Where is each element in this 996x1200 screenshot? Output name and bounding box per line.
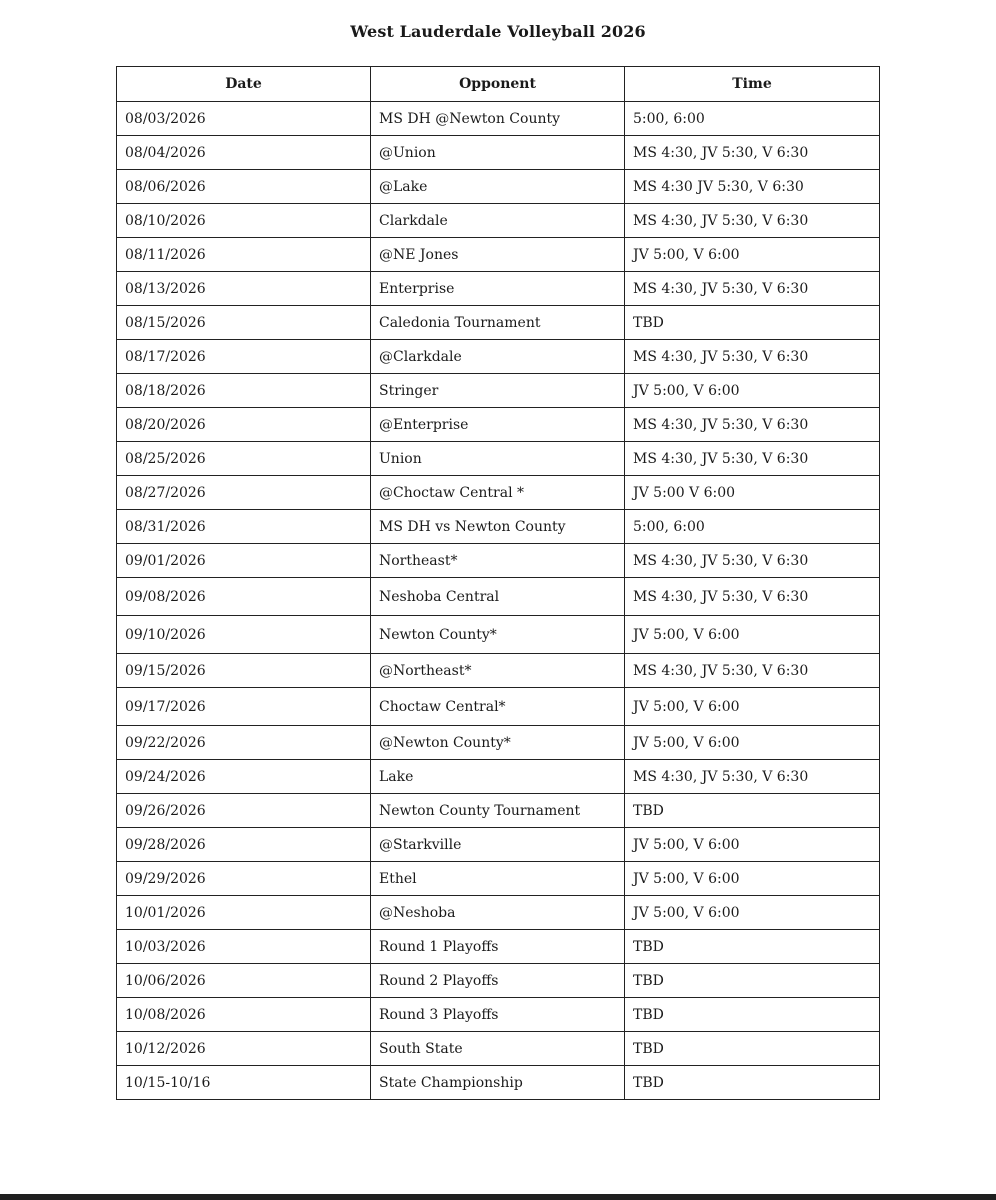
date-cell: 08/18/2026 — [117, 374, 371, 408]
date-cell: 08/11/2026 — [117, 238, 371, 272]
date-cell: 09/28/2026 — [117, 828, 371, 862]
table-row — [117, 102, 880, 136]
table-row — [117, 374, 880, 408]
table-row — [117, 828, 880, 862]
opponent-cell: State Championship — [371, 1066, 625, 1100]
opponent-cell: @Newton County* — [371, 726, 625, 760]
table-row — [117, 510, 880, 544]
opponent-cell: Clarkdale — [371, 204, 625, 238]
time-cell: TBD — [625, 964, 880, 998]
table-row — [117, 616, 880, 654]
opponent-cell: Neshoba Central — [371, 578, 625, 616]
table-row — [117, 238, 880, 272]
table-row — [117, 136, 880, 170]
time-cell: MS 4:30, JV 5:30, V 6:30 — [625, 442, 880, 476]
time-cell: TBD — [625, 1032, 880, 1066]
date-cell: 10/01/2026 — [117, 896, 371, 930]
table-row — [117, 654, 880, 688]
table-row — [117, 688, 880, 726]
time-cell: JV 5:00, V 6:00 — [625, 896, 880, 930]
date-cell: 08/04/2026 — [117, 136, 371, 170]
table-row — [117, 306, 880, 340]
table-row — [117, 726, 880, 760]
opponent-cell: MS DH vs Newton County — [371, 510, 625, 544]
header-time: Time — [625, 67, 880, 102]
opponent-cell: @Starkville — [371, 828, 625, 862]
table-row — [117, 1066, 880, 1100]
date-cell: 08/25/2026 — [117, 442, 371, 476]
date-cell: 10/03/2026 — [117, 930, 371, 964]
time-cell: MS 4:30, JV 5:30, V 6:30 — [625, 204, 880, 238]
opponent-cell: Newton County Tournament — [371, 794, 625, 828]
time-cell: MS 4:30, JV 5:30, V 6:30 — [625, 272, 880, 306]
date-cell: 10/12/2026 — [117, 1032, 371, 1066]
schedule-body — [117, 102, 880, 1100]
time-cell: 5:00, 6:00 — [625, 510, 880, 544]
time-cell: JV 5:00, V 6:00 — [625, 688, 880, 726]
opponent-cell: @Union — [371, 136, 625, 170]
date-cell: 08/06/2026 — [117, 170, 371, 204]
table-row — [117, 544, 880, 578]
opponent-cell: Enterprise — [371, 272, 625, 306]
date-cell: 08/20/2026 — [117, 408, 371, 442]
date-cell: 08/03/2026 — [117, 102, 371, 136]
date-cell: 10/06/2026 — [117, 964, 371, 998]
date-cell: 08/10/2026 — [117, 204, 371, 238]
time-cell: TBD — [625, 998, 880, 1032]
date-cell: 09/29/2026 — [117, 862, 371, 896]
time-cell: JV 5:00, V 6:00 — [625, 828, 880, 862]
opponent-cell: @Lake — [371, 170, 625, 204]
table-row — [117, 408, 880, 442]
date-cell: 08/15/2026 — [117, 306, 371, 340]
date-cell: 09/01/2026 — [117, 544, 371, 578]
time-cell: JV 5:00 V 6:00 — [625, 476, 880, 510]
date-cell: 08/27/2026 — [117, 476, 371, 510]
date-cell: 09/15/2026 — [117, 654, 371, 688]
table-row — [117, 442, 880, 476]
time-cell: MS 4:30 JV 5:30, V 6:30 — [625, 170, 880, 204]
opponent-cell: Round 1 Playoffs — [371, 930, 625, 964]
header-opponent: Opponent — [371, 67, 625, 102]
date-cell: 08/31/2026 — [117, 510, 371, 544]
table-row — [117, 964, 880, 998]
date-cell: 10/08/2026 — [117, 998, 371, 1032]
bottom-edge-bar — [0, 1194, 996, 1200]
opponent-cell: Stringer — [371, 374, 625, 408]
time-cell: MS 4:30, JV 5:30, V 6:30 — [625, 654, 880, 688]
date-cell: 09/10/2026 — [117, 616, 371, 654]
opponent-cell: Northeast* — [371, 544, 625, 578]
table-row — [117, 170, 880, 204]
opponent-cell: Caledonia Tournament — [371, 306, 625, 340]
time-cell: MS 4:30, JV 5:30, V 6:30 — [625, 544, 880, 578]
time-cell: JV 5:00, V 6:00 — [625, 862, 880, 896]
time-cell: MS 4:30, JV 5:30, V 6:30 — [625, 340, 880, 374]
opponent-cell: @Northeast* — [371, 654, 625, 688]
time-cell: MS 4:30, JV 5:30, V 6:30 — [625, 578, 880, 616]
schedule-table — [116, 66, 880, 1100]
time-cell: TBD — [625, 306, 880, 340]
date-cell: 09/22/2026 — [117, 726, 371, 760]
date-cell: 09/24/2026 — [117, 760, 371, 794]
opponent-cell: MS DH @Newton County — [371, 102, 625, 136]
date-cell: 09/08/2026 — [117, 578, 371, 616]
table-row — [117, 578, 880, 616]
time-cell: JV 5:00, V 6:00 — [625, 726, 880, 760]
time-cell: TBD — [625, 794, 880, 828]
opponent-cell: South State — [371, 1032, 625, 1066]
table-row — [117, 1032, 880, 1066]
opponent-cell: @Clarkdale — [371, 340, 625, 374]
date-cell: 08/17/2026 — [117, 340, 371, 374]
time-cell: MS 4:30, JV 5:30, V 6:30 — [625, 136, 880, 170]
opponent-cell: Choctaw Central* — [371, 688, 625, 726]
time-cell: MS 4:30, JV 5:30, V 6:30 — [625, 760, 880, 794]
table-row — [117, 998, 880, 1032]
date-cell: 10/15-10/16 — [117, 1066, 371, 1100]
time-cell: JV 5:00, V 6:00 — [625, 374, 880, 408]
time-cell: MS 4:30, JV 5:30, V 6:30 — [625, 408, 880, 442]
table-row — [117, 896, 880, 930]
table-row — [117, 340, 880, 374]
time-cell: 5:00, 6:00 — [625, 102, 880, 136]
opponent-cell: Round 3 Playoffs — [371, 998, 625, 1032]
table-row — [117, 794, 880, 828]
header-date: Date — [117, 67, 371, 102]
opponent-cell: Lake — [371, 760, 625, 794]
date-cell: 08/13/2026 — [117, 272, 371, 306]
time-cell: TBD — [625, 1066, 880, 1100]
opponent-cell: Ethel — [371, 862, 625, 896]
opponent-cell: Newton County* — [371, 616, 625, 654]
time-cell: JV 5:00, V 6:00 — [625, 238, 880, 272]
opponent-cell: @Neshoba — [371, 896, 625, 930]
table-row — [117, 862, 880, 896]
table-row — [117, 272, 880, 306]
table-row — [117, 760, 880, 794]
time-cell: JV 5:00, V 6:00 — [625, 616, 880, 654]
table-row — [117, 476, 880, 510]
table-row — [117, 204, 880, 238]
opponent-cell: @NE Jones — [371, 238, 625, 272]
date-cell: 09/26/2026 — [117, 794, 371, 828]
opponent-cell: Round 2 Playoffs — [371, 964, 625, 998]
opponent-cell: @Enterprise — [371, 408, 625, 442]
opponent-cell: @Choctaw Central * — [371, 476, 625, 510]
table-header-row — [117, 67, 880, 102]
table-row — [117, 930, 880, 964]
opponent-cell: Union — [371, 442, 625, 476]
date-cell: 09/17/2026 — [117, 688, 371, 726]
time-cell: TBD — [625, 930, 880, 964]
document-title: West Lauderdale Volleyball 2026 — [350, 22, 646, 41]
